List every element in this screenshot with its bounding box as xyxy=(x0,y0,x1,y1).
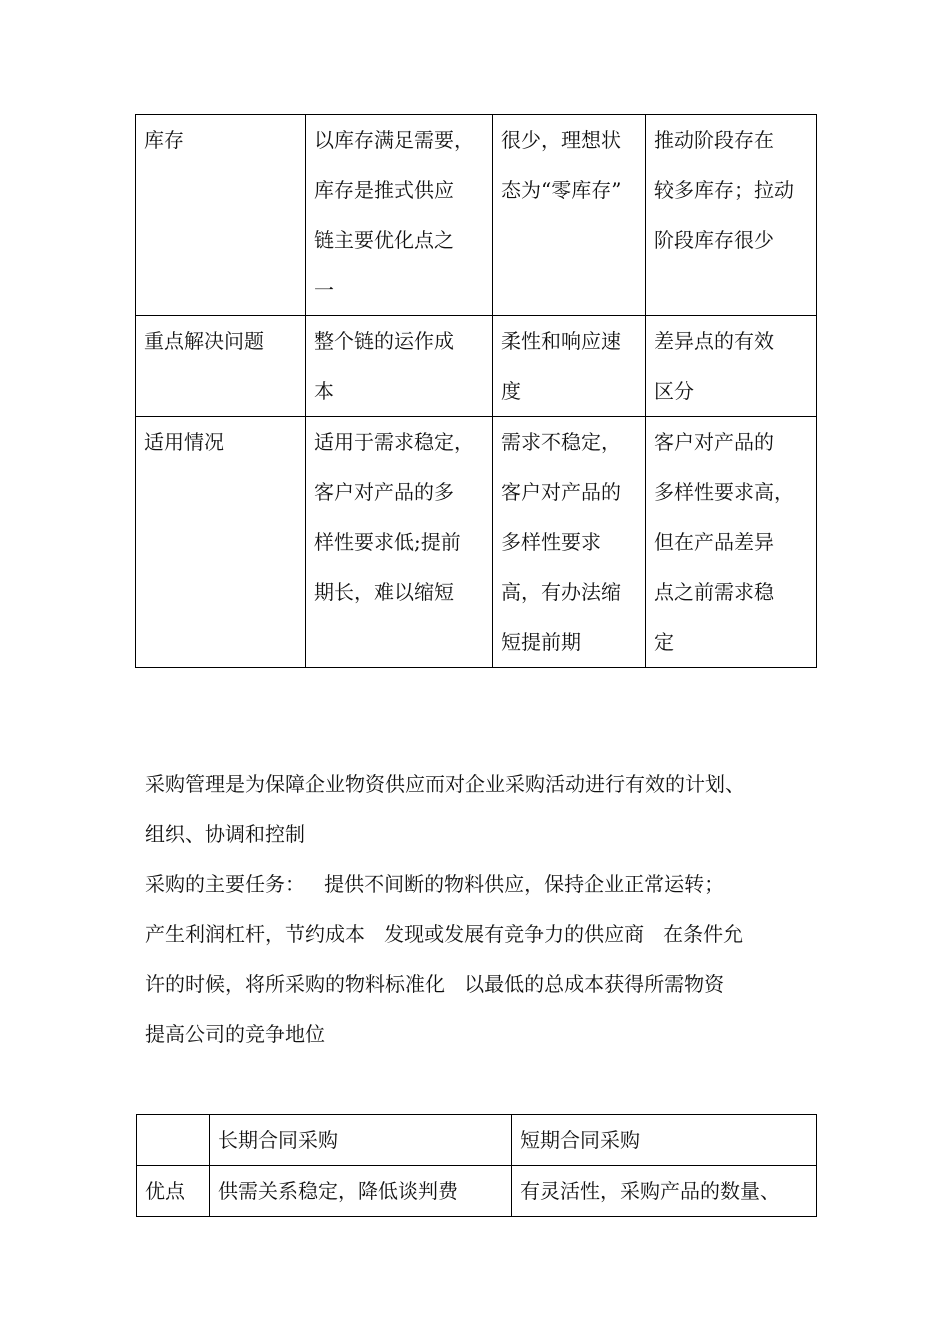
table-cell: 优点 xyxy=(137,1166,210,1217)
table-cell: 柔性和响应速 度 xyxy=(493,316,646,417)
paragraph-line: 组织、协调和控制 xyxy=(145,822,305,846)
table-cell: 库存 xyxy=(136,115,306,316)
paragraph-line: 提高公司的竞争地位 xyxy=(145,1022,325,1046)
supply-chain-comparison-table xyxy=(135,114,817,668)
table-cell: 需求不稳定， 客户对产品的 多样性要求 高，有办法缩 短提前期 xyxy=(493,417,646,668)
table-cell: 客户对产品的 多样性要求高， 但在产品差异 点之前需求稳 定 xyxy=(646,417,817,668)
table-row xyxy=(136,115,817,316)
table-cell: 有灵活性，采购产品的数量、 xyxy=(512,1166,817,1217)
table-row xyxy=(137,1166,817,1217)
paragraph-line: 产生利润杠杆，节约成本 发现或发展有竞争力的供应商 在条件允 xyxy=(145,922,744,946)
table-row xyxy=(136,316,817,417)
paragraph-line: 许的时候，将所采购的物料标准化 以最低的总成本获得所需物资 xyxy=(145,972,725,996)
table-header-cell: 长期合同采购 xyxy=(210,1115,512,1166)
table-header-row xyxy=(137,1115,817,1166)
table-header-cell: 短期合同采购 xyxy=(512,1115,817,1166)
table-cell: 很少，理想状 态为“零库存” xyxy=(493,115,646,316)
table-cell: 重点解决问题 xyxy=(136,316,306,417)
table-header-cell xyxy=(137,1115,210,1166)
procurement-contract-table xyxy=(136,1114,817,1217)
table-cell: 供需关系稳定，降低谈判费 xyxy=(210,1166,512,1217)
table-cell: 整个链的运作成 本 xyxy=(306,316,493,417)
paragraph-line: 采购管理是为保障企业物资供应而对企业采购活动进行有效的计划、 xyxy=(145,772,745,796)
table-row xyxy=(136,417,817,668)
table-cell: 推动阶段存在 较多库存；拉动 阶段库存很少 xyxy=(646,115,817,316)
table-cell: 适用于需求稳定， 客户对产品的多 样性要求低;提前 期长，难以缩短 xyxy=(306,417,493,668)
table-cell: 适用情况 xyxy=(136,417,306,668)
paragraph-line: 采购的主要任务： 提供不间断的物料供应，保持企业正常运转； xyxy=(145,872,725,896)
table-cell: 差异点的有效 区分 xyxy=(646,316,817,417)
table-cell: 以库存满足需要， 库存是推式供应 链主要优化点之 一 xyxy=(306,115,493,316)
